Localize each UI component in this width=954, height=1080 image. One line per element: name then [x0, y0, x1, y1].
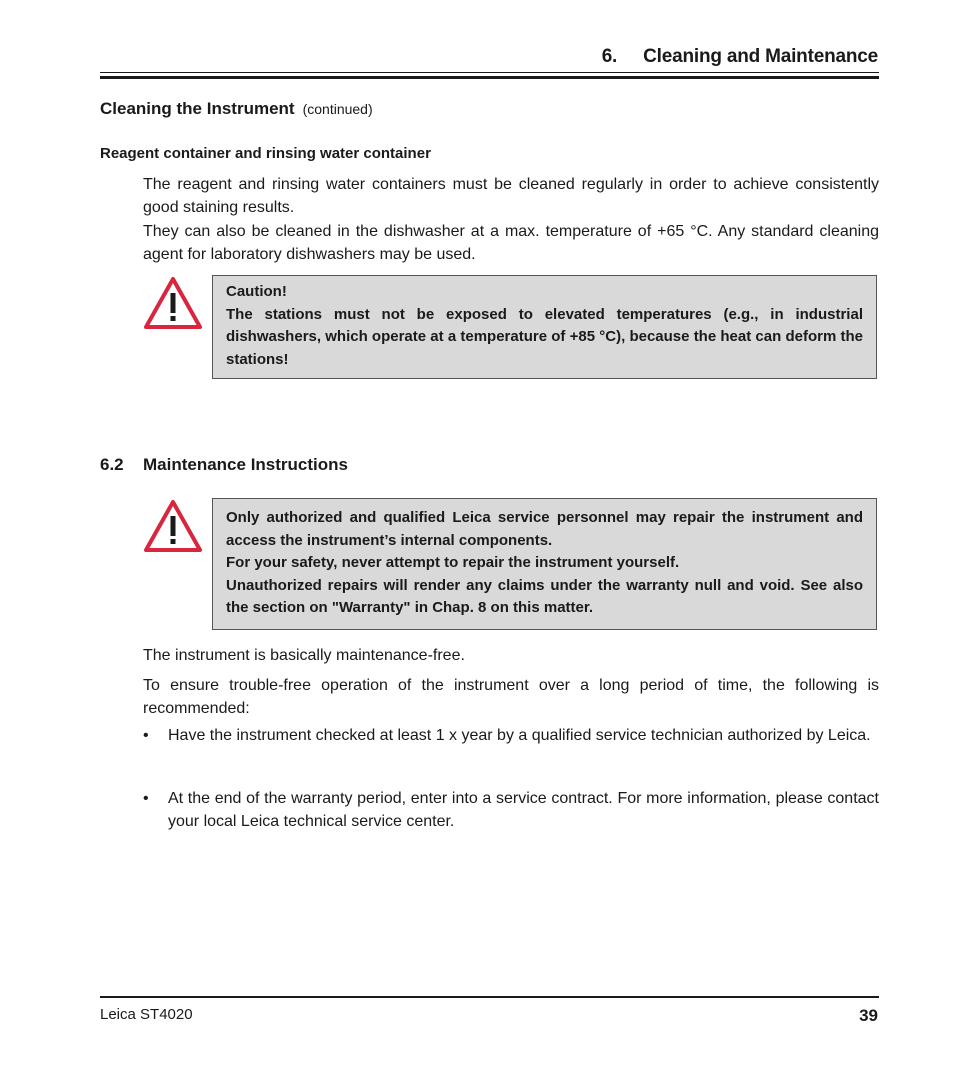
warning-line-warranty: Unauthorized repairs will render any claims under the warranty null and void. See also the section on "Warranty" in Chap. 8 on this matter.: [226, 576, 863, 616]
header-rule-thick: [100, 76, 879, 79]
section-title: [100, 99, 373, 119]
warning-triangle-icon: [143, 499, 203, 553]
caution-text: The stations must not be exposed to elevated temperatures (e.g., in industrial dishwashers, which operate at a temperature of +85 °C), because the heat can deform the stations!: [226, 305, 863, 368]
list-item-text: At the end of the warranty period, enter into a service contract. For more information, please contact your local Leica technical service center.: [168, 790, 879, 830]
subsection-title: Reagent container and rinsing water container: [100, 145, 431, 162]
header-rule-thin: [100, 72, 879, 73]
maintenance-number: 6.2: [100, 455, 124, 474]
warning-triangle-icon: [143, 276, 203, 330]
maintenance-title: Maintenance Instructions: [143, 455, 348, 474]
chapter-title: Cleaning and Maintenance: [643, 46, 878, 67]
service-warning-box: [212, 498, 877, 630]
bullet-symbol: •: [143, 790, 149, 807]
section-continued: (continued): [302, 101, 373, 117]
list-item-text: Have the instrument checked at least 1 x year by a qualified service technician authorized by Leica.: [168, 727, 871, 744]
section-title-text: Cleaning the Instrument: [100, 99, 295, 118]
chapter-number: 6.: [601, 46, 618, 67]
footer-rule: [100, 996, 879, 998]
footer-product: Leica ST4020: [100, 1006, 193, 1023]
page-number: 39: [859, 1006, 878, 1025]
paragraph-cleaning-regular: The reagent and rinsing water containers must be cleaned regularly in order to achieve consistently good staining results.: [143, 176, 879, 216]
caution-heading: Caution!: [226, 283, 287, 300]
bullet-symbol: •: [143, 727, 149, 744]
paragraph-maintenance-free: The instrument is basically maintenance-free.: [143, 647, 465, 664]
warning-line-authorized: Only authorized and qualified Leica service personnel may repair the instrument and access the instrument’s internal components.: [226, 509, 863, 549]
paragraph-recommended: To ensure trouble-free operation of the instrument over a long period of time, the following is recommended:: [143, 677, 879, 717]
maintenance-heading: [100, 455, 348, 475]
caution-box: [212, 275, 877, 379]
paragraph-dishwasher: They can also be cleaned in the dishwasher at a max. temperature of +65 °C. Any standard cleaning agent for laboratory dishwashers may be used.: [143, 223, 879, 263]
chapter-header: [602, 46, 878, 68]
warning-line-safety: For your safety, never attempt to repair the instrument yourself.: [226, 554, 680, 571]
